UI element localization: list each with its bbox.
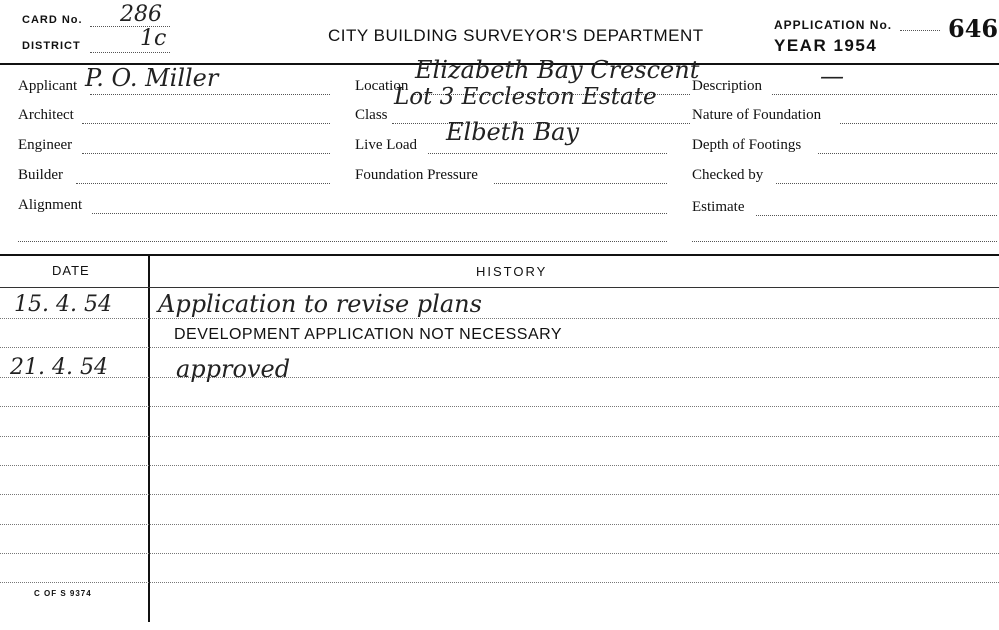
checked-by-label: Checked by — [692, 167, 764, 183]
depth-of-footings-line — [818, 153, 997, 154]
ruled-line — [0, 318, 999, 319]
ruled-line — [0, 582, 999, 583]
live-load-value: Elbeth Bay — [446, 118, 579, 146]
year-label: YEAR 1954 — [774, 36, 878, 55]
nature-of-foundation-line — [840, 123, 997, 124]
ruled-line — [0, 347, 999, 348]
engineer-line — [82, 153, 330, 154]
entry-stamp: DEVELOPMENT APPLICATION NOT NECESSARY — [174, 326, 563, 343]
entry-text: Application to revise plans — [158, 290, 482, 318]
ruled-line — [0, 406, 999, 407]
location-label: Location — [355, 78, 409, 94]
alignment-line — [92, 213, 667, 214]
date-header: DATE — [52, 263, 90, 278]
builder-line — [76, 183, 330, 184]
foundation-pressure-label: Foundation Pressure — [355, 167, 478, 183]
entry-text: approved — [176, 355, 291, 383]
department-title: CITY BUILDING SURVEYOR'S DEPARTMENT — [328, 26, 704, 45]
applicant-label: Applicant — [18, 78, 78, 94]
history-header-line — [0, 287, 999, 288]
architect-line — [82, 123, 330, 124]
district-line — [90, 52, 170, 53]
applicant-value: P. O. Miller — [85, 64, 219, 92]
extra-line-left — [18, 241, 667, 242]
ruled-line — [0, 436, 999, 437]
location-value: Elizabeth Bay Crescent — [415, 56, 700, 84]
card-no-value: 286 — [120, 2, 162, 27]
alignment-label: Alignment — [18, 197, 83, 213]
district-label: DISTRICT — [22, 40, 81, 52]
estimate-label: Estimate — [692, 199, 745, 215]
checked-by-line — [776, 183, 997, 184]
foundation-pressure-line — [494, 183, 667, 184]
ruled-line — [0, 465, 999, 466]
column-divider — [148, 256, 150, 622]
nature-of-foundation-label: Nature of Foundation — [692, 107, 822, 123]
ruled-line — [0, 377, 999, 378]
description-line — [772, 94, 997, 95]
form-code: C OF S 9374 — [34, 589, 92, 598]
ruled-line — [0, 524, 999, 525]
district-value: 1c — [140, 26, 167, 51]
builder-label: Builder — [18, 167, 63, 183]
ruled-line — [0, 553, 999, 554]
class-value: Lot 3 Eccleston Estate — [394, 84, 657, 110]
ruled-line — [0, 494, 999, 495]
live-load-line — [428, 153, 667, 154]
extra-line-right — [692, 241, 997, 242]
description-value: — — [820, 62, 844, 90]
estimate-line — [756, 215, 997, 216]
applicant-line — [90, 94, 330, 95]
entry-date: 15. 4. 54 — [14, 292, 112, 317]
application-no-value: 646 — [948, 14, 999, 43]
architect-label: Architect — [18, 107, 74, 123]
description-label: Description — [692, 78, 762, 94]
card-no-label: CARD No. — [22, 14, 83, 26]
entry-date: 21. 4. 54 — [10, 355, 108, 380]
depth-of-footings-label: Depth of Footings — [692, 137, 802, 153]
engineer-label: Engineer — [18, 137, 73, 153]
application-no-line — [900, 30, 940, 31]
history-header: HISTORY — [476, 264, 548, 279]
live-load-label: Live Load — [355, 137, 418, 153]
class-label: Class — [355, 107, 388, 123]
application-no-label: APPLICATION No. — [774, 18, 893, 32]
